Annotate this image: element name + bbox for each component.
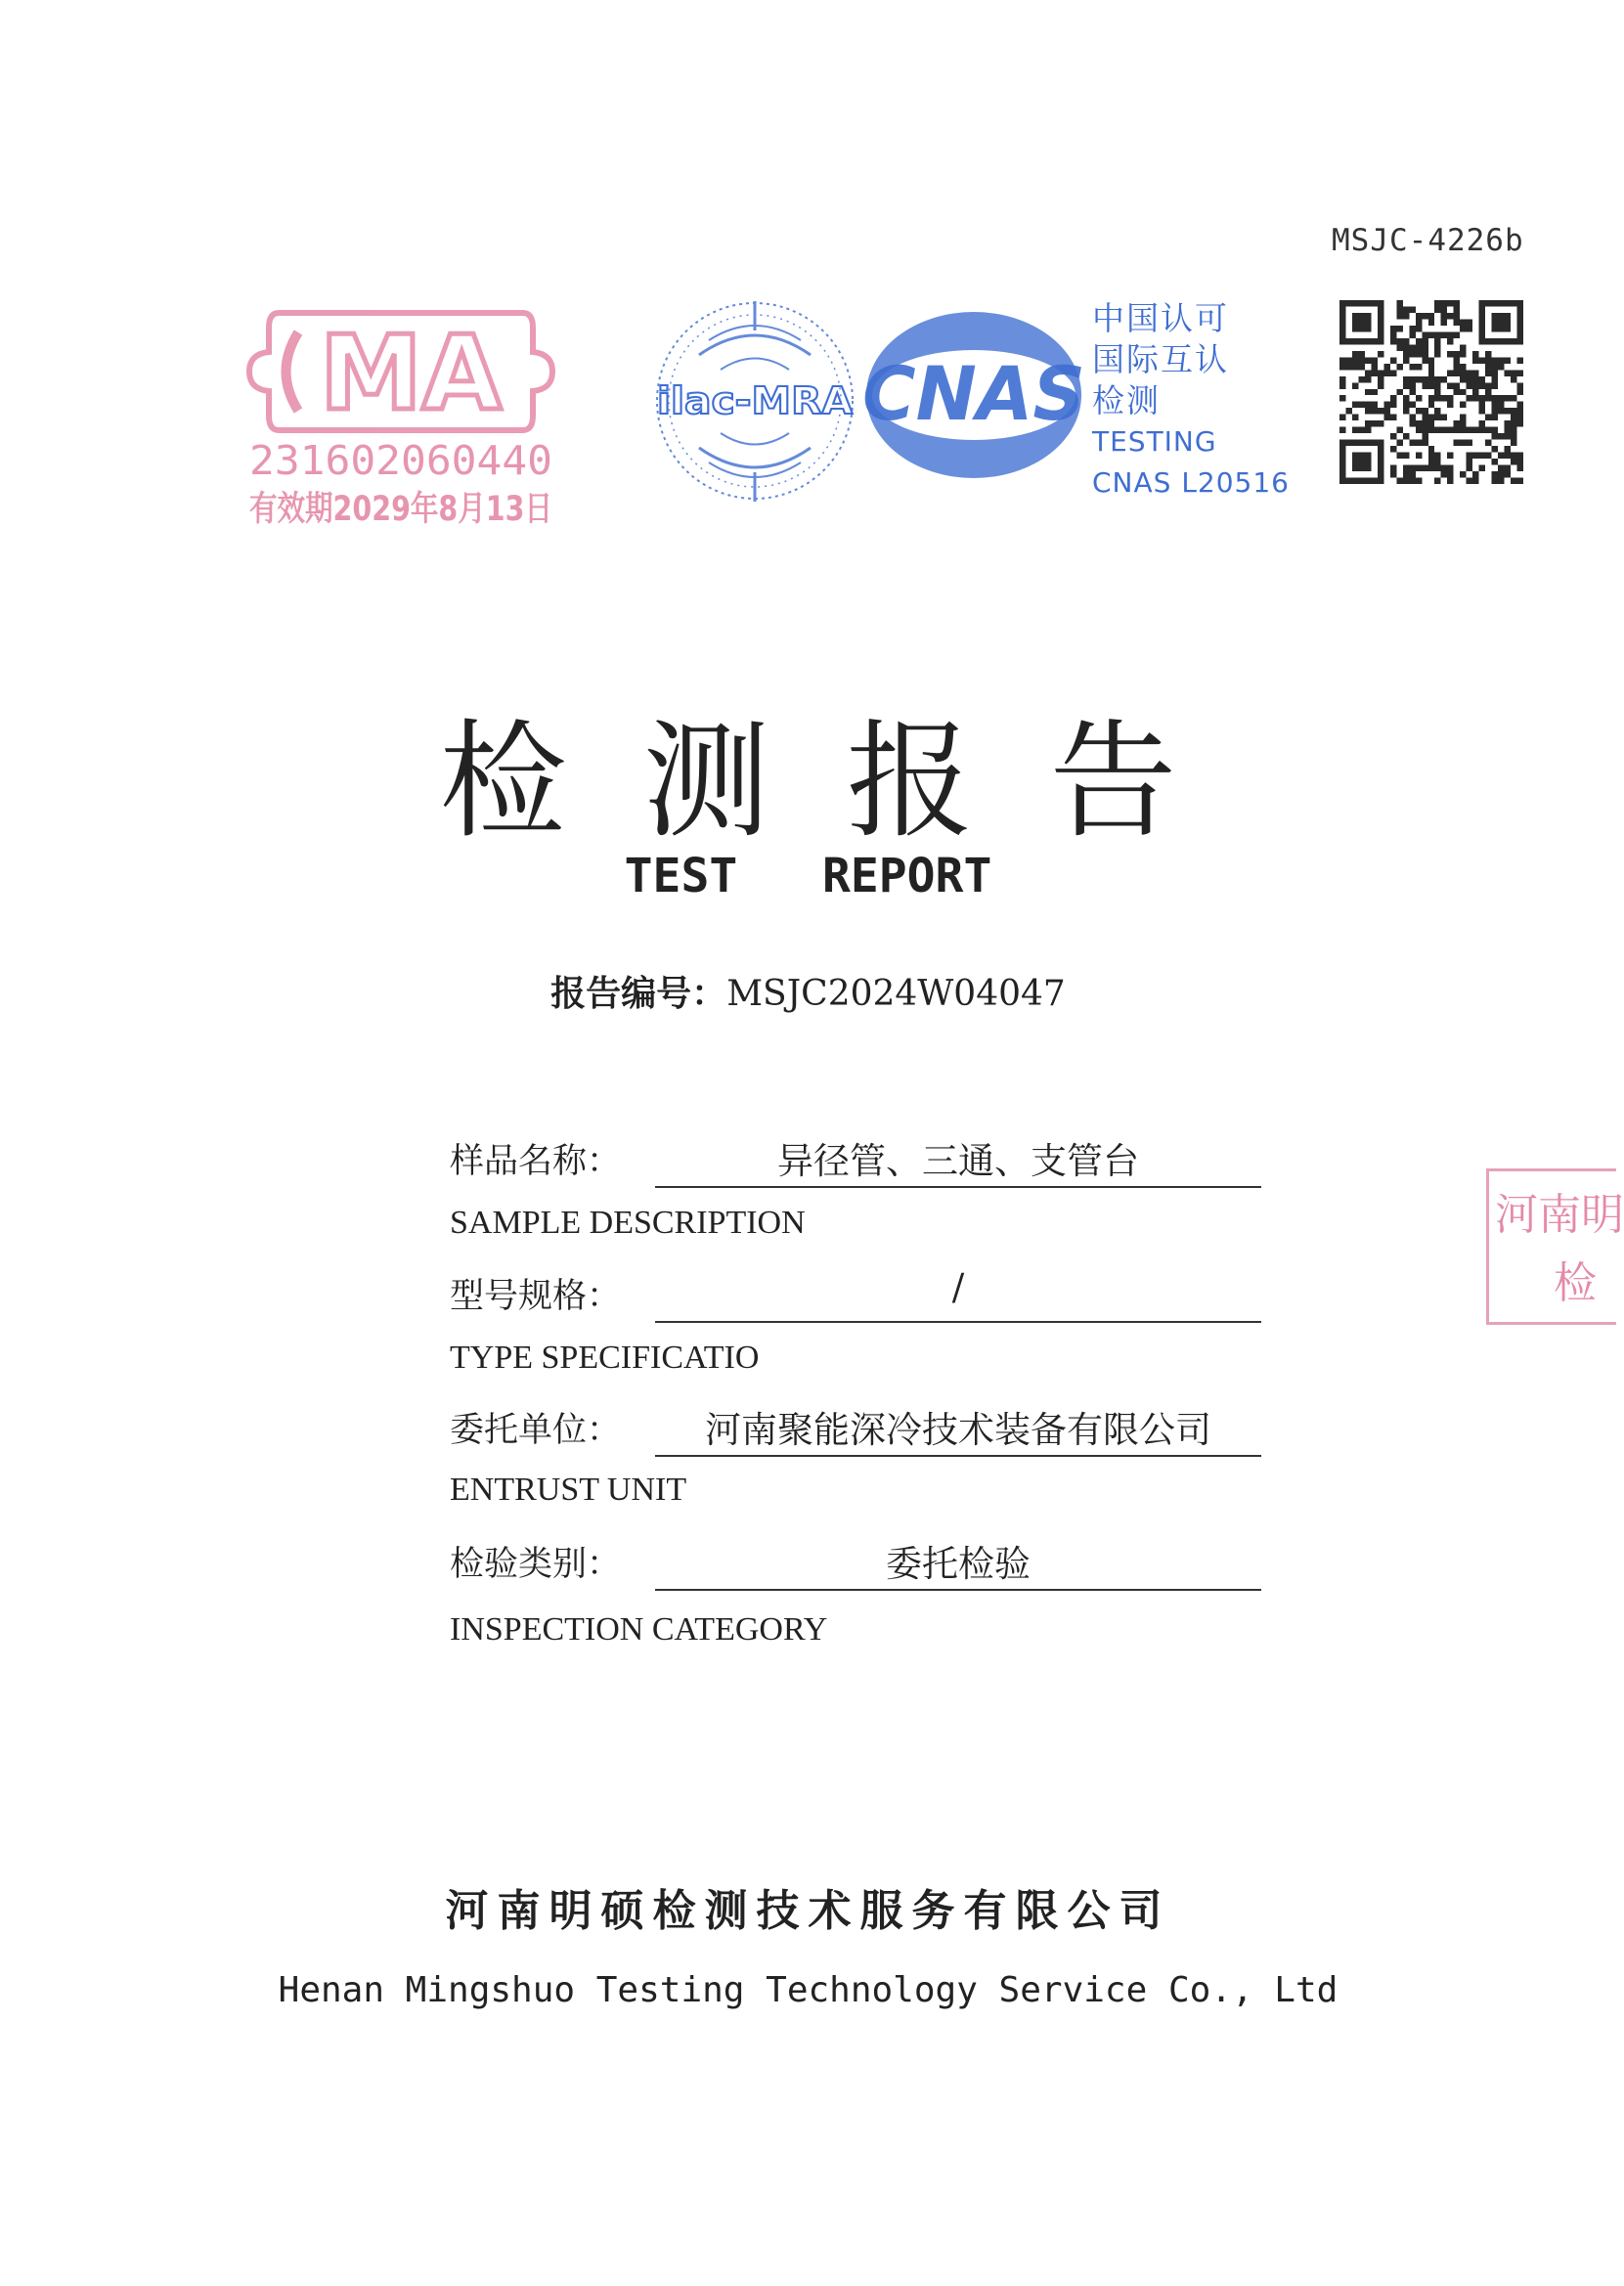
inspection-value: 委托检验 xyxy=(886,1543,1031,1585)
company-name-en: Henan Mingshuo Testing Technology Service Co., Ltd xyxy=(278,1970,1339,2010)
company-name-cn: 河南明硕检测技术服务有限公司 xyxy=(445,1886,1171,1936)
sample-underline xyxy=(655,1185,1261,1188)
cma-logo-icon xyxy=(240,293,622,538)
cnas-line-5: CNAS L20516 xyxy=(1092,466,1290,499)
cma-cert-number: 231602060440 xyxy=(249,437,552,484)
inspection-underline xyxy=(655,1588,1261,1591)
entrust-label-en: ENTRUST UNIT xyxy=(450,1472,687,1508)
cnas-line-4: TESTING xyxy=(1092,425,1217,458)
report-title-en: TEST REPORT xyxy=(624,849,992,903)
cnas-line-2: 国际互认 xyxy=(1092,340,1229,378)
ilac-logo-icon xyxy=(650,296,860,506)
cma-logo-text: MA xyxy=(320,314,502,433)
entrust-underline xyxy=(655,1454,1261,1457)
side-seal-line-1: 河南明 xyxy=(1495,1190,1624,1240)
type-underline xyxy=(655,1320,1261,1323)
report-number-label: 报告编号： xyxy=(550,974,727,1014)
qr-code-icon xyxy=(1339,300,1523,484)
inspection-label-en: INSPECTION CATEGORY xyxy=(450,1611,828,1648)
side-seal-line-2: 检 xyxy=(1554,1258,1597,1308)
cnas-caption xyxy=(1092,298,1290,504)
cma-stamp xyxy=(240,293,622,538)
inspection-label-cn: 检验类别： xyxy=(450,1545,622,1584)
type-value: / xyxy=(951,1266,965,1308)
type-label-en: TYPE SPECIFICATIO xyxy=(450,1340,760,1376)
side-seal-stamp xyxy=(1486,1168,1624,1325)
entrust-label-cn: 委托单位： xyxy=(450,1411,622,1450)
entrust-value: 河南聚能深冷技术装备有限公司 xyxy=(705,1409,1211,1451)
cnas-line-1: 中国认可 xyxy=(1092,299,1229,337)
cnas-logo-icon xyxy=(858,305,1093,486)
ilac-text: ilac-MRA xyxy=(657,379,854,422)
sample-label-cn: 样品名称： xyxy=(450,1142,622,1181)
ilac-mra-logo xyxy=(650,296,860,506)
report-title-cn: 检测报告 xyxy=(439,707,1253,856)
report-number-value: MSJC2024W04047 xyxy=(726,974,1066,1014)
sample-value: 异径管、三通、支管台 xyxy=(777,1140,1139,1182)
cma-validity: 有效期2029年8月13日 xyxy=(249,490,622,529)
sample-label-en: SAMPLE DESCRIPTION xyxy=(450,1205,806,1241)
cnas-line-3: 检测 xyxy=(1092,381,1161,419)
report-number xyxy=(0,966,1616,1016)
cnas-text: CNAS xyxy=(862,350,1085,437)
cnas-logo xyxy=(858,305,1093,486)
type-label-cn: 型号规格： xyxy=(450,1277,622,1316)
form-code: MSJC-4226b xyxy=(1332,223,1524,258)
